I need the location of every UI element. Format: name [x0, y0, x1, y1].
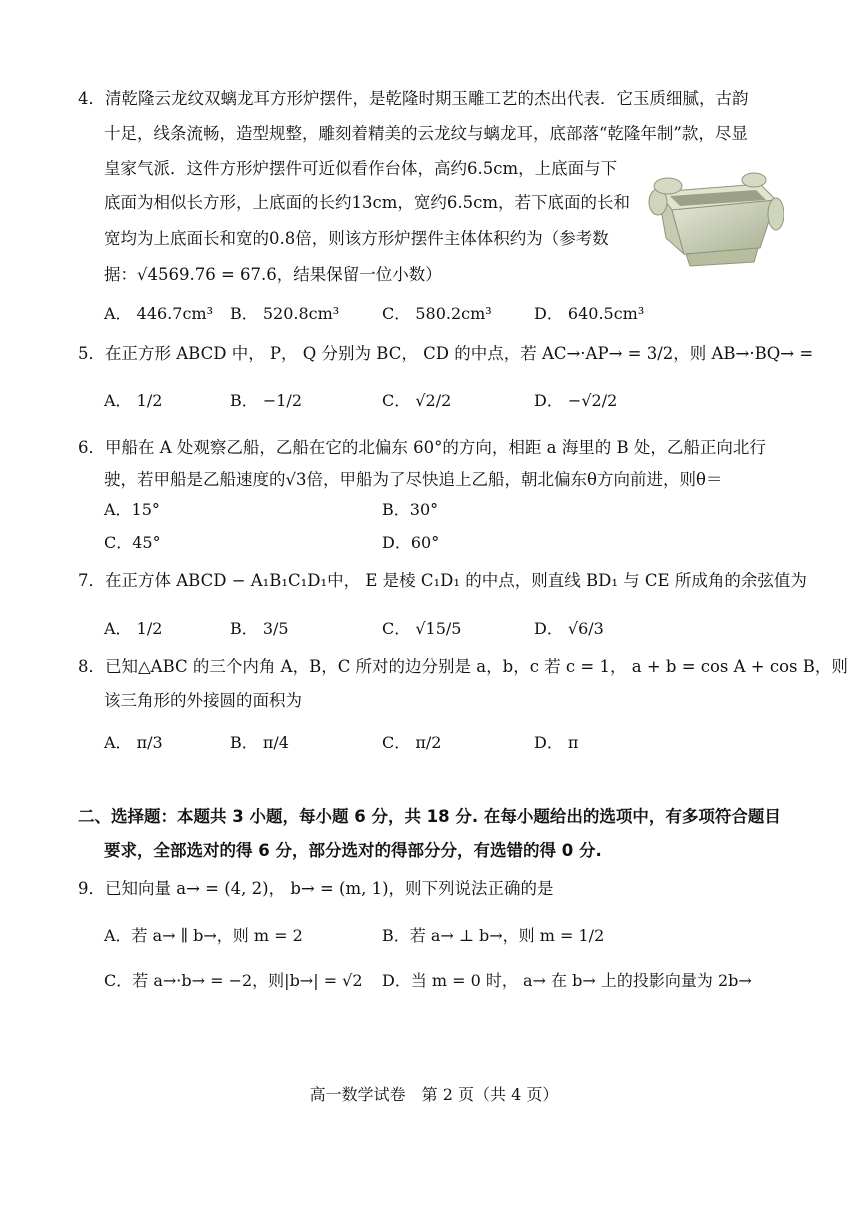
q4-option-b: B． 520.8cm³: [230, 304, 340, 323]
q5-option-c: C． √2/2: [382, 391, 452, 410]
q4-line1: 4．清乾隆云龙纹双螭龙耳方形炉摆件，是乾隆时期玉雕工艺的杰出代表．它玉质细腻，古韵: [78, 89, 749, 108]
q8-option-b: B． π/4: [230, 733, 289, 752]
q5-option-a: A． 1/2: [104, 391, 163, 410]
q6-option-d: D．60°: [382, 533, 440, 552]
q8-line1: 8．已知△ABC 的三个内角 A，B，C 所对的边分别是 a，b，c 若 c = 1， a + b = cos A + cos B，则: [78, 657, 848, 676]
jade-censer-image: [648, 156, 784, 268]
q4-option-d: D． 640.5cm³: [534, 304, 645, 323]
q7-option-a: A． 1/2: [104, 619, 163, 638]
page-footer: 高一数学试卷 第 2 页（共 4 页）: [309, 1085, 559, 1104]
q9-option-a: A．若 a→ ∥ b→，则 m = 2: [104, 926, 303, 945]
q7-stem: 7．在正方体 ABCD − A₁B₁C₁D₁中， E 是棱 C₁D₁ 的中点，则直线 BD₁ 与 CE 所成角的余弦值为: [78, 571, 807, 590]
q5-stem: 5．在正方形 ABCD 中， P， Q 分别为 BC， CD 的中点，若 AC→·AP→ = 3/2，则 AB→·BQ→ =: [78, 344, 814, 363]
q7-option-b: B． 3/5: [230, 619, 289, 638]
q4-option-a: A． 446.7cm³: [104, 304, 213, 323]
q9-option-b: B．若 a→ ⊥ b→，则 m = 1/2: [382, 926, 605, 945]
q4-line4: 底面为相似长方形，上底面的长约13cm，宽约6.5cm，若下底面的长和: [104, 193, 631, 212]
q8-option-a: A． π/3: [104, 733, 163, 752]
q6-line2: 驶，若甲船是乙船速度的√3倍，甲船为了尽快追上乙船，朝北偏东θ方向前进，则θ＝: [104, 470, 723, 489]
q8-line2: 该三角形的外接圆的面积为: [104, 691, 302, 710]
q5-option-d: D． −√2/2: [534, 391, 618, 410]
q4-line5: 宽均为上底面长和宽的0.8倍，则该方形炉摆件主体体积约为（参考数: [104, 229, 609, 248]
q9-option-c: C．若 a→·b→ = −2，则|b→| = √2: [104, 971, 363, 990]
q6-line1: 6．甲船在 A 处观察乙船，乙船在它的北偏东 60°的方向，相距 a 海里的 B 处，乙船正向北行: [78, 438, 766, 457]
q6-option-c: C．45°: [104, 533, 161, 552]
section2-heading-line2: 要求，全部选对的得 6 分，部分选对的得部分分，有选错的得 0 分.: [104, 841, 602, 860]
q7-option-d: D． √6/3: [534, 619, 604, 638]
q6-option-a: A．15°: [104, 500, 160, 519]
q4-line3: 皇家气派．这件方形炉摆件可近似看作台体，高约6.5cm，上底面与下: [104, 159, 618, 178]
q4-line2: 十足，线条流畅，造型规整，雕刻着精美的云龙纹与螭龙耳，底部落“乾隆年制”款，尽显: [104, 124, 748, 143]
q9-option-d: D．当 m = 0 时， a→ 在 b→ 上的投影向量为 2b→: [382, 971, 752, 990]
q8-option-d: D． π: [534, 733, 579, 752]
section2-heading-line1: 二、选择题：本题共 3 小题，每小题 6 分，共 18 分. 在每小题给出的选项中，有多项符合题目: [78, 807, 781, 826]
q9-stem: 9．已知向量 a→ = (4, 2)， b→ = (m, 1)，则下列说法正确的是: [78, 879, 554, 898]
q4-line6: 据：√4569.76 = 67.6，结果保留一位小数）: [104, 265, 442, 284]
q5-option-b: B． −1/2: [230, 391, 303, 410]
q4-option-c: C． 580.2cm³: [382, 304, 492, 323]
q8-option-c: C． π/2: [382, 733, 442, 752]
q7-option-c: C． √15/5: [382, 619, 462, 638]
q6-option-b: B．30°: [382, 500, 439, 519]
